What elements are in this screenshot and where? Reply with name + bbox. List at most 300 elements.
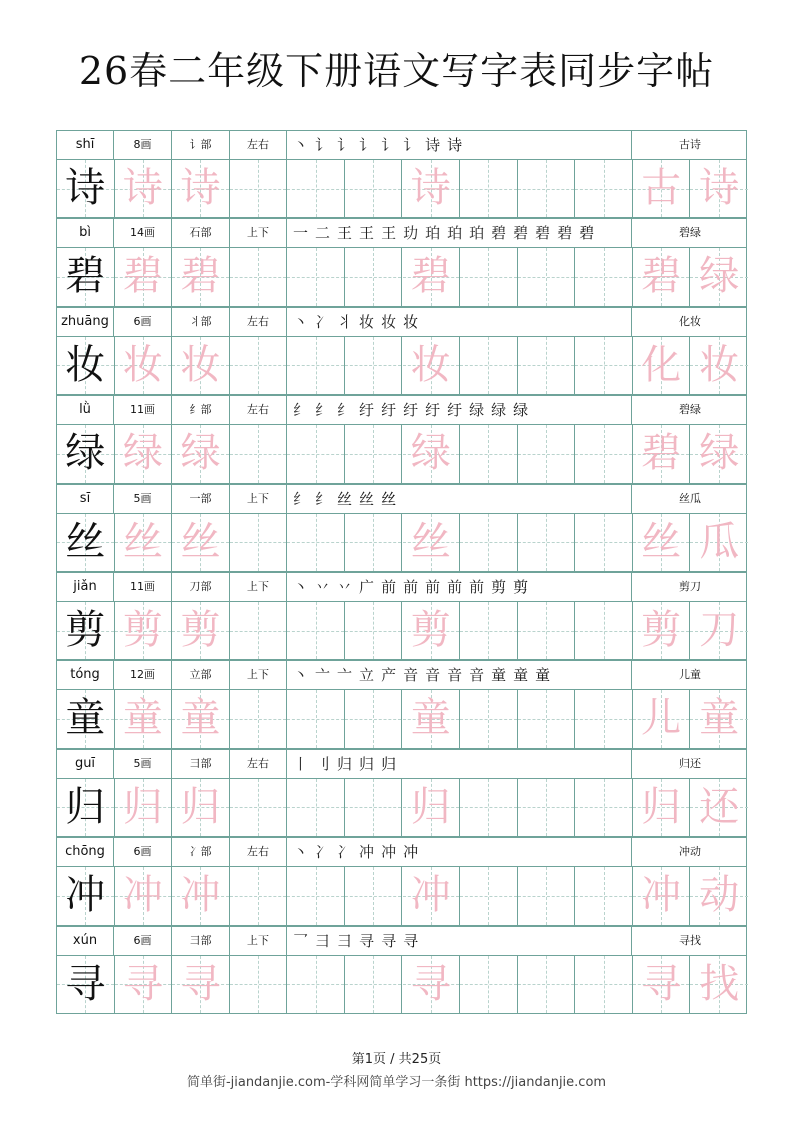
practice-cell[interactable] (460, 514, 518, 571)
practice-cell[interactable] (57, 867, 115, 924)
practice-cell[interactable] (690, 337, 748, 394)
stroke-order (287, 396, 632, 424)
pinyin-label: chōng (57, 838, 114, 866)
practice-cell[interactable] (287, 956, 345, 1013)
stroke-order (287, 838, 632, 866)
model-character: 妆 (65, 341, 106, 388)
trace-character: 丝 (122, 518, 163, 565)
stroke-count: 5画 (114, 750, 172, 778)
info-row (56, 130, 747, 159)
practice-cell[interactable] (230, 425, 288, 482)
stroke-step: 珀 (447, 224, 463, 243)
practice-cell[interactable] (115, 337, 173, 394)
stroke-step: 讠 (403, 136, 419, 154)
practice-cell[interactable] (287, 690, 345, 747)
radical-label: 彐部 (172, 750, 230, 778)
stroke-step: 前 (447, 577, 463, 596)
practice-cell[interactable] (633, 956, 691, 1013)
char-entry-8 (56, 837, 747, 925)
stroke-step: 冫 (315, 312, 331, 331)
trace-character: 丝 (641, 518, 682, 565)
trace-character: 丝 (410, 518, 451, 565)
practice-cell[interactable] (575, 337, 633, 394)
practice-cell[interactable] (460, 602, 518, 659)
stroke-order (287, 219, 632, 247)
practice-cell[interactable] (57, 425, 115, 482)
stroke-step: 碧 (557, 224, 573, 243)
stroke-step: 丝 (337, 489, 353, 508)
stroke-step: 讠 (315, 136, 331, 154)
trace-character: 剪 (180, 606, 221, 653)
stroke-order (287, 485, 632, 513)
trace-character: 瓜 (699, 518, 740, 565)
practice-cell[interactable] (230, 248, 288, 305)
example-word: 儿童 (679, 668, 701, 682)
practice-cell[interactable] (518, 514, 576, 571)
practice-cell[interactable] (172, 690, 230, 747)
practice-cell[interactable] (345, 956, 403, 1013)
stroke-step: 丨 (293, 754, 309, 773)
example-word: 冲动 (679, 845, 701, 859)
example-word: 古诗 (679, 138, 701, 151)
practice-grid (56, 336, 747, 395)
char-entry-0 (56, 130, 747, 218)
practice-cell[interactable] (230, 690, 288, 747)
stroke-step: 归 (337, 754, 353, 773)
practice-cell[interactable] (115, 160, 173, 217)
trace-character: 诗 (410, 165, 451, 211)
practice-cell[interactable] (230, 602, 288, 659)
practice-cell[interactable] (633, 248, 691, 305)
example-word: 化妆 (679, 314, 701, 328)
practice-cell[interactable] (518, 248, 576, 305)
practice-cell[interactable] (575, 514, 633, 571)
stroke-step: 前 (469, 577, 485, 596)
practice-cell[interactable] (633, 160, 691, 217)
page-number: 第1页 / 共25页 (351, 1052, 442, 1067)
stroke-step: 珀 (469, 224, 485, 243)
practice-cell[interactable] (518, 337, 576, 394)
stroke-step: 绿 (469, 401, 485, 420)
stroke-count: 6画 (114, 927, 172, 955)
practice-cell[interactable] (633, 779, 691, 836)
trace-character: 还 (699, 783, 740, 830)
stroke-count: 8画 (114, 131, 172, 159)
structure-label: 左右 (230, 308, 287, 336)
practice-grid (56, 424, 747, 483)
radical-label: 纟部 (172, 396, 230, 424)
practice-cell[interactable] (518, 690, 576, 747)
pinyin-label: xún (57, 927, 114, 955)
stroke-step: 纡 (403, 401, 419, 420)
practice-grid (56, 159, 747, 218)
practice-cell[interactable] (690, 602, 748, 659)
stroke-step: 玏 (403, 224, 419, 243)
trace-character: 童 (410, 695, 451, 742)
model-character: 丝 (65, 518, 106, 565)
practice-cell[interactable] (633, 690, 691, 747)
practice-cell[interactable] (115, 779, 173, 836)
practice-cell[interactable] (172, 779, 230, 836)
practice-cell[interactable] (460, 956, 518, 1013)
stroke-step: 寻 (381, 931, 397, 950)
stroke-step: 纟 (315, 401, 331, 420)
practice-cell[interactable] (287, 337, 345, 394)
pinyin-label: lǜ (57, 396, 114, 424)
practice-cell[interactable] (57, 779, 115, 836)
practice-cell[interactable] (575, 690, 633, 747)
structure-label: 上下 (230, 219, 287, 247)
radical-label: 石部 (172, 219, 230, 247)
practice-cell[interactable] (518, 867, 576, 924)
stroke-step: 王 (381, 224, 397, 243)
stroke-step: 广 (359, 577, 375, 596)
trace-character: 冲 (410, 872, 451, 919)
model-character: 冲 (65, 872, 106, 919)
stroke-step: 冲 (381, 843, 397, 862)
stroke-step: 碧 (579, 224, 595, 243)
stroke-order (287, 661, 632, 689)
stroke-step: 丷 (315, 577, 331, 596)
practice-cell[interactable] (690, 514, 748, 571)
model-character: 剪 (65, 606, 106, 653)
trace-character: 儿 (641, 695, 682, 742)
trace-character: 碧 (122, 253, 163, 300)
stroke-step: 乛 (293, 931, 309, 950)
stroke-step: 丶 (293, 843, 309, 862)
practice-cell[interactable] (690, 160, 748, 217)
char-entry-2 (56, 307, 747, 395)
model-character: 童 (65, 695, 106, 742)
stroke-step: 讠 (359, 136, 375, 154)
practice-cell[interactable] (575, 425, 633, 482)
stroke-order (287, 573, 632, 601)
practice-cell[interactable] (690, 867, 748, 924)
info-row (56, 307, 747, 336)
model-character: 寻 (65, 960, 106, 1007)
trace-character: 绿 (180, 430, 221, 477)
stroke-step: 纡 (425, 401, 441, 420)
structure-label: 左右 (230, 838, 287, 866)
stroke-step: 碧 (513, 224, 529, 243)
radical-label: 彐部 (172, 927, 230, 955)
model-character: 碧 (65, 253, 106, 300)
practice-cell[interactable] (172, 248, 230, 305)
stroke-step: 绿 (513, 401, 529, 420)
char-entry-5 (56, 572, 747, 660)
example-word: 剪刀 (679, 579, 701, 593)
trace-character: 剪 (410, 606, 451, 653)
practice-grid (56, 247, 747, 306)
practice-cell[interactable] (575, 956, 633, 1013)
practice-cell[interactable] (633, 514, 691, 571)
practice-cell[interactable] (403, 867, 461, 924)
trace-character: 碧 (410, 253, 451, 300)
trace-character: 妆 (699, 341, 740, 388)
practice-cell[interactable] (345, 690, 403, 747)
model-character: 绿 (65, 430, 106, 477)
stroke-step: 亠 (315, 666, 331, 685)
trace-character: 归 (122, 783, 163, 830)
info-row (56, 395, 747, 424)
practice-cell[interactable] (287, 867, 345, 924)
stroke-count: 12画 (114, 661, 172, 689)
practice-cell[interactable] (115, 248, 173, 305)
trace-character: 碧 (180, 253, 221, 300)
practice-cell[interactable] (230, 514, 288, 571)
stroke-step: 纟 (293, 401, 309, 420)
char-entry-7 (56, 749, 747, 837)
structure-label: 上下 (230, 661, 287, 689)
model-character: 归 (65, 783, 106, 830)
practice-cell[interactable] (575, 602, 633, 659)
stroke-step: 丶 (293, 577, 309, 596)
practice-cell[interactable] (575, 160, 633, 217)
practice-cell[interactable] (287, 160, 345, 217)
trace-character: 刀 (699, 606, 740, 653)
practice-cell[interactable] (345, 602, 403, 659)
pinyin-label: jiǎn (57, 573, 114, 601)
practice-cell[interactable] (403, 690, 461, 747)
trace-character: 童 (699, 695, 740, 742)
example-word: 寻找 (679, 933, 701, 947)
trace-character: 妆 (180, 341, 221, 388)
stroke-step: 冫 (315, 843, 331, 862)
practice-cell[interactable] (57, 690, 115, 747)
practice-cell[interactable] (115, 956, 173, 1013)
practice-cell[interactable] (403, 425, 461, 482)
practice-cell[interactable] (287, 248, 345, 305)
practice-cell[interactable] (57, 337, 115, 394)
practice-cell[interactable] (230, 779, 288, 836)
stroke-step: 妆 (381, 312, 397, 331)
trace-character: 妆 (410, 341, 451, 388)
trace-character: 绿 (410, 430, 451, 477)
practice-cell[interactable] (230, 160, 288, 217)
practice-cell[interactable] (287, 602, 345, 659)
stroke-order (287, 308, 632, 336)
example-word: 碧绿 (679, 403, 701, 417)
practice-cell[interactable] (633, 867, 691, 924)
practice-cell[interactable] (575, 867, 633, 924)
stroke-step: 碧 (535, 224, 551, 243)
practice-cell[interactable] (690, 248, 748, 305)
practice-cell[interactable] (172, 956, 230, 1013)
model-character: 诗 (65, 165, 106, 211)
trace-character: 绿 (699, 253, 740, 300)
trace-character: 冲 (180, 872, 221, 919)
practice-cell[interactable] (345, 867, 403, 924)
practice-cell[interactable] (518, 425, 576, 482)
practice-cell[interactable] (345, 337, 403, 394)
stroke-order (287, 927, 632, 955)
pinyin-label: tóng (57, 661, 114, 689)
stroke-step: 音 (469, 666, 485, 685)
stroke-step: 冫 (337, 843, 353, 862)
practice-grid (56, 866, 747, 925)
stroke-step: 二 (315, 224, 331, 243)
stroke-step: 音 (403, 666, 419, 685)
structure-label: 左右 (230, 750, 287, 778)
info-row (56, 572, 747, 601)
practice-cell[interactable] (172, 160, 230, 217)
structure-label: 左右 (230, 131, 287, 159)
stroke-step: 丬 (337, 312, 353, 331)
practice-cell[interactable] (345, 160, 403, 217)
info-row (56, 660, 747, 689)
trace-character: 寻 (410, 960, 451, 1007)
practice-cell[interactable] (57, 602, 115, 659)
practice-cell[interactable] (345, 425, 403, 482)
practice-cell[interactable] (575, 248, 633, 305)
trace-character: 童 (180, 695, 221, 742)
trace-character: 寻 (180, 960, 221, 1007)
stroke-step: 绿 (491, 401, 507, 420)
practice-grid (56, 778, 747, 837)
practice-cell[interactable] (172, 425, 230, 482)
stroke-step: 讠 (381, 136, 397, 154)
stroke-count: 6画 (114, 308, 172, 336)
stroke-step: 冲 (403, 843, 419, 862)
stroke-step: 丝 (381, 489, 397, 508)
info-row (56, 484, 747, 513)
stroke-step: 纡 (359, 401, 375, 420)
structure-label: 上下 (230, 573, 287, 601)
trace-character: 归 (410, 783, 451, 830)
practice-cell[interactable] (518, 779, 576, 836)
trace-character: 寻 (122, 960, 163, 1007)
stroke-step: 冲 (359, 843, 375, 862)
practice-cell[interactable] (690, 779, 748, 836)
trace-character: 妆 (122, 341, 163, 388)
trace-character: 归 (641, 783, 682, 830)
practice-cell[interactable] (518, 956, 576, 1013)
stroke-step: 寻 (359, 931, 375, 950)
practice-cell[interactable] (287, 425, 345, 482)
practice-cell[interactable] (690, 425, 748, 482)
practice-grid (56, 601, 747, 660)
trace-character: 丝 (180, 518, 221, 565)
info-row (56, 926, 747, 955)
practice-grid (56, 513, 747, 572)
practice-cell[interactable] (460, 690, 518, 747)
stroke-step: 音 (425, 666, 441, 685)
practice-cell[interactable] (345, 248, 403, 305)
pinyin-label: guī (57, 750, 114, 778)
practice-cell[interactable] (575, 779, 633, 836)
practice-cell[interactable] (460, 248, 518, 305)
practice-cell[interactable] (115, 602, 173, 659)
practice-cell[interactable] (172, 337, 230, 394)
practice-cell[interactable] (403, 602, 461, 659)
practice-cell[interactable] (172, 514, 230, 571)
practice-cell[interactable] (57, 160, 115, 217)
radical-label: 刀部 (172, 573, 230, 601)
practice-cell[interactable] (403, 779, 461, 836)
trace-character: 冲 (641, 872, 682, 919)
practice-cell[interactable] (115, 867, 173, 924)
practice-cell[interactable] (460, 160, 518, 217)
example-word: 归还 (679, 756, 701, 770)
stroke-count: 11画 (114, 573, 172, 601)
practice-cell[interactable] (115, 690, 173, 747)
practice-cell[interactable] (172, 602, 230, 659)
stroke-order (287, 131, 632, 159)
stroke-step: 归 (359, 754, 375, 773)
char-entry-1 (56, 218, 747, 306)
trace-character: 找 (699, 960, 740, 1007)
structure-label: 上下 (230, 485, 287, 513)
stroke-step: 归 (381, 754, 397, 773)
practice-cell[interactable] (460, 425, 518, 482)
stroke-step: 亠 (337, 666, 353, 685)
practice-cell[interactable] (287, 779, 345, 836)
practice-cell[interactable] (518, 602, 576, 659)
practice-cell[interactable] (633, 602, 691, 659)
practice-cell[interactable] (57, 514, 115, 571)
practice-cell[interactable] (460, 337, 518, 394)
practice-cell[interactable] (345, 779, 403, 836)
practice-cell[interactable] (230, 956, 288, 1013)
practice-cell[interactable] (403, 160, 461, 217)
char-entry-4 (56, 484, 747, 572)
site-footer: 简单街-jiandanjie.com-学科网简单学习一条街 https://jiandanjie.com (186, 1075, 607, 1090)
stroke-step: 剪 (491, 577, 507, 596)
practice-cell[interactable] (115, 425, 173, 482)
stroke-step: 寻 (403, 931, 419, 950)
practice-cell[interactable] (518, 160, 576, 217)
practice-cell[interactable] (115, 514, 173, 571)
practice-cell[interactable] (690, 956, 748, 1013)
stroke-step: 讠 (337, 136, 353, 154)
practice-cell[interactable] (633, 425, 691, 482)
practice-cell[interactable] (460, 779, 518, 836)
stroke-step: 王 (359, 224, 375, 243)
trace-character: 童 (122, 695, 163, 742)
practice-cell[interactable] (460, 867, 518, 924)
pinyin-label: zhuāng (57, 308, 114, 336)
stroke-step: 碧 (491, 224, 507, 243)
stroke-count: 5画 (114, 485, 172, 513)
radical-label: 丬部 (172, 308, 230, 336)
practice-cell[interactable] (287, 514, 345, 571)
practice-cell[interactable] (403, 956, 461, 1013)
char-entry-3 (56, 395, 747, 483)
stroke-step: 纟 (315, 489, 331, 508)
practice-cell[interactable] (230, 337, 288, 394)
practice-cell[interactable] (57, 248, 115, 305)
copybook-sheet (56, 130, 747, 1014)
stroke-step: 童 (491, 666, 507, 685)
practice-cell[interactable] (230, 867, 288, 924)
stroke-step: 童 (535, 666, 551, 685)
practice-grid (56, 689, 747, 748)
practice-cell[interactable] (403, 337, 461, 394)
stroke-step: 诗 (447, 136, 463, 154)
practice-cell[interactable] (690, 690, 748, 747)
practice-cell[interactable] (403, 514, 461, 571)
char-entry-6 (56, 660, 747, 748)
practice-cell[interactable] (172, 867, 230, 924)
practice-cell[interactable] (403, 248, 461, 305)
radical-label: 冫部 (172, 838, 230, 866)
practice-cell[interactable] (57, 956, 115, 1013)
trace-character: 寻 (641, 960, 682, 1007)
practice-cell[interactable] (633, 337, 691, 394)
structure-label: 上下 (230, 927, 287, 955)
practice-cell[interactable] (345, 514, 403, 571)
stroke-step: 珀 (425, 224, 441, 243)
